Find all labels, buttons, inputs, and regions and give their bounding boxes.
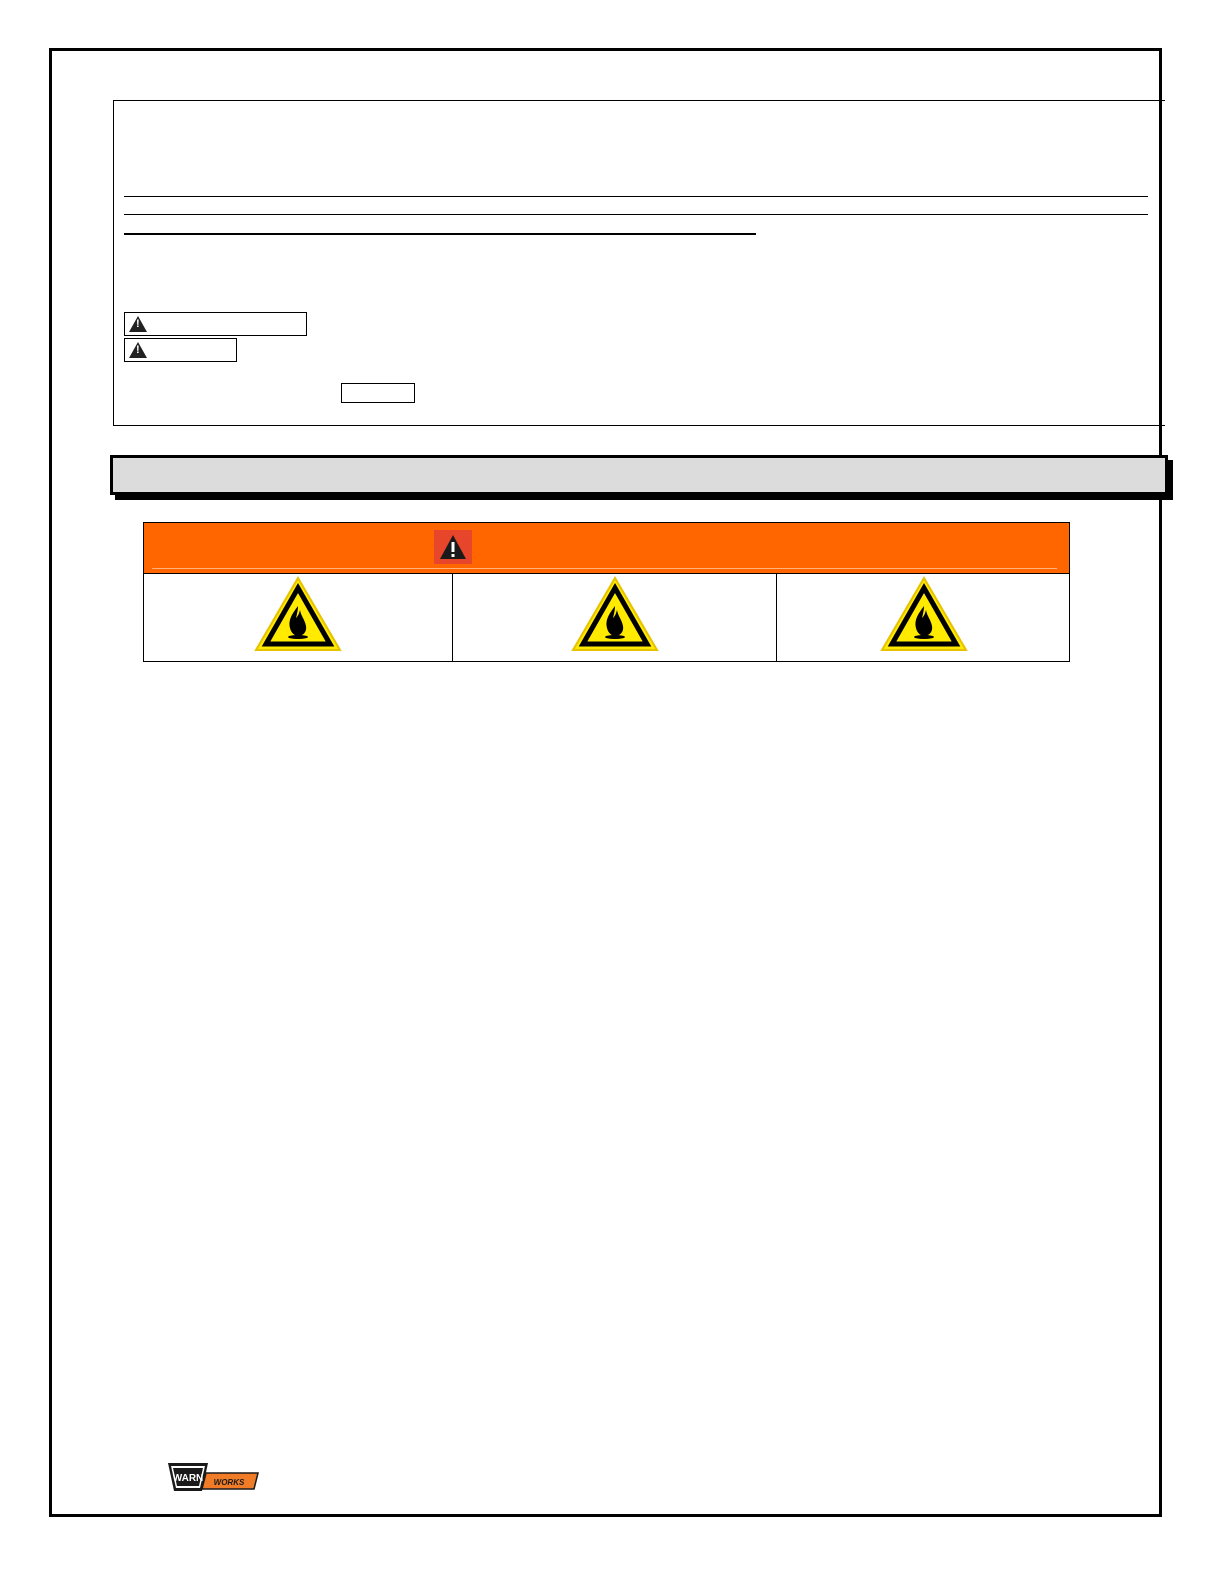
- signal-label-warning: [124, 338, 237, 362]
- warning-triangle-icon: [129, 316, 147, 332]
- logo-text: WARN: [172, 1473, 204, 1484]
- fire-hazard-icon: [571, 576, 659, 652]
- header-divider: [152, 568, 1057, 569]
- intro-box: [113, 100, 1165, 426]
- warning-header: [144, 523, 1069, 574]
- warning-triangle-icon: [129, 342, 147, 358]
- warning-panel: [143, 522, 1070, 662]
- rule-1: [124, 196, 1148, 197]
- signal-label-danger: [124, 312, 307, 336]
- hazard-cell-1: [144, 574, 452, 662]
- fire-hazard-icon: [880, 576, 968, 652]
- warn-works-logo: [166, 1461, 260, 1493]
- rule-2: [124, 214, 1148, 215]
- hazard-cell-2: [452, 574, 776, 662]
- notice-label: [341, 383, 415, 403]
- logo-sub-text: WORKS: [213, 1478, 245, 1487]
- rule-3: [124, 233, 756, 235]
- hazard-cell-3: [776, 574, 1069, 662]
- section-header-bar: [110, 455, 1168, 495]
- warning-triangle-icon: [434, 530, 472, 564]
- fire-hazard-icon: [254, 576, 342, 652]
